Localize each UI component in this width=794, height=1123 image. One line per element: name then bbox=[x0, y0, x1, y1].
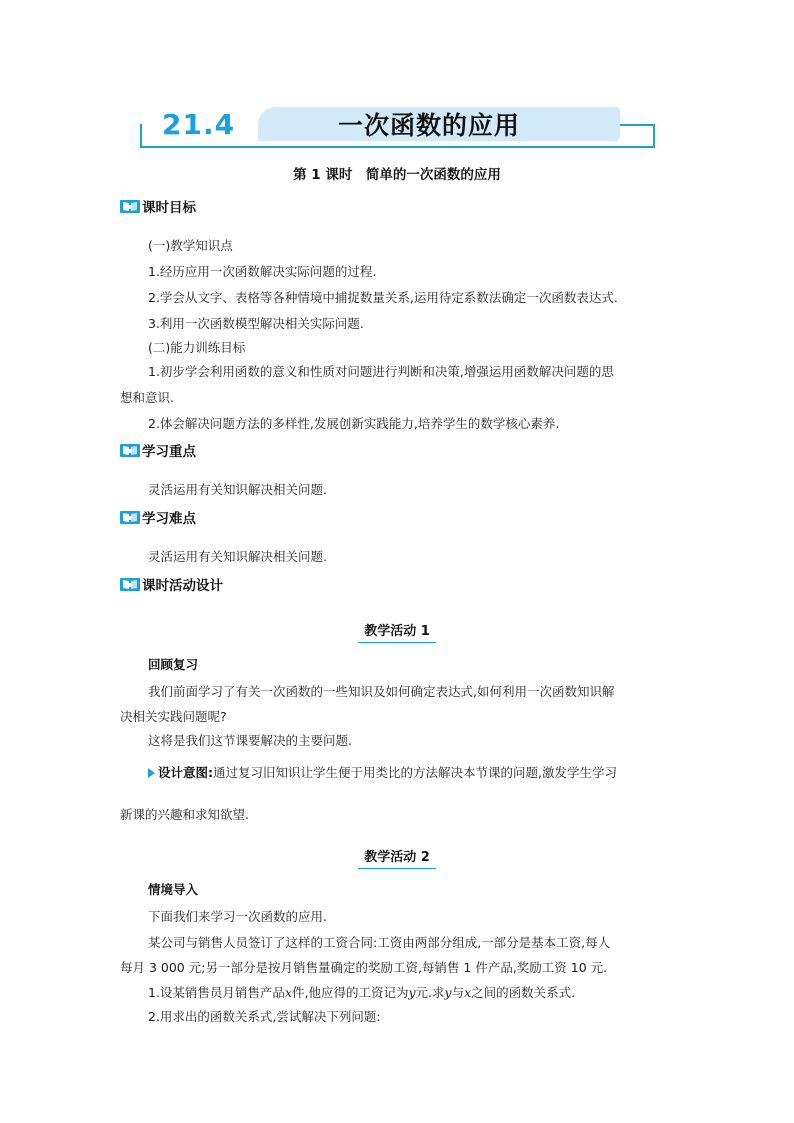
banner-hook-right bbox=[653, 124, 655, 148]
section-keypoints-heading bbox=[120, 441, 196, 459]
activity-2-line-1: 下面我们来学习一次函数的应用. bbox=[148, 909, 327, 924]
q1-part-d: 与 bbox=[451, 985, 465, 1000]
section-keypoints-label: 学习重点 bbox=[142, 444, 196, 460]
book-star-icon bbox=[120, 509, 140, 526]
lesson-title: 第 1 课时 简单的一次函数的应用 bbox=[293, 167, 501, 183]
section-difficulties-heading bbox=[120, 508, 196, 526]
book-star-icon bbox=[120, 576, 140, 593]
activity-1-subheading: 回顾复习 bbox=[148, 657, 199, 672]
banner-hook-top-right bbox=[620, 124, 655, 126]
objectives-line-7: 想和意识. bbox=[120, 390, 174, 405]
objectives-line-5: (二)能力训练目标 bbox=[148, 340, 246, 355]
activity-1-label: 教学活动 1 bbox=[358, 620, 436, 643]
section-objectives-label: 课时目标 bbox=[142, 200, 196, 216]
q1-part-a: 1.设某销售员月销售产品 bbox=[148, 985, 285, 1000]
activity-2-subheading: 情境导入 bbox=[148, 882, 199, 897]
activity-2-question-2: 2.用求出的函数关系式,尝试解决下列问题: bbox=[148, 1009, 381, 1024]
activity-1-line-2: 决相关实践问题呢? bbox=[120, 709, 227, 724]
section-activity-design-label: 课时活动设计 bbox=[142, 578, 223, 594]
book-star-icon bbox=[120, 442, 140, 459]
q1-part-c: 元.求 bbox=[415, 985, 445, 1000]
activity-1-line-3: 这将是我们这节课要解决的主要问题. bbox=[148, 733, 352, 748]
chapter-title: 一次函数的应用 bbox=[338, 111, 521, 140]
q1-var-x: x bbox=[284, 985, 292, 1000]
activity-2-line-2: 某公司与销售人员签订了这样的工资合同:工资由两部分组成,一部分是基本工资,每人 bbox=[148, 935, 611, 950]
design-intent-label: 设计意图: bbox=[158, 765, 213, 780]
objectives-line-8: 2.体会解决问题方法的多样性,发展创新实践能力,培养学生的数学核心素养. bbox=[148, 416, 560, 431]
activity-1-design-line-1 bbox=[148, 763, 617, 781]
objectives-line-1: (一)教学知识点 bbox=[148, 238, 233, 253]
banner-rule bbox=[140, 146, 655, 148]
q1-part-e: 之间的函数关系式. bbox=[471, 985, 576, 1000]
keypoints-text: 灵活运用有关知识解决相关问题. bbox=[148, 482, 327, 497]
q1-part-b: 件,他应得的工资记为 bbox=[292, 985, 409, 1000]
activity-1-header bbox=[0, 620, 794, 643]
section-difficulties-label: 学习难点 bbox=[142, 511, 196, 527]
objectives-line-6: 1.初步学会利用函数的意义和性质对问题进行判断和决策,增强运用函数解决问题的思 bbox=[148, 364, 614, 379]
banner-hook-left bbox=[140, 124, 142, 148]
chapter-banner bbox=[140, 104, 655, 152]
q1-var-y: y bbox=[408, 985, 416, 1000]
objectives-line-3: 2.学会从文字、表格等各种情境中捕捉数量关系,运用待定系数法确定一次函数表达式. bbox=[148, 290, 618, 305]
activity-2-question-1 bbox=[148, 983, 575, 1001]
objectives-line-4: 3.利用一次函数模型解决相关实际问题. bbox=[148, 316, 364, 331]
book-star-icon bbox=[120, 198, 140, 215]
activity-2-label: 教学活动 2 bbox=[358, 846, 436, 869]
difficulties-text: 灵活运用有关知识解决相关问题. bbox=[148, 549, 327, 564]
design-intent-text-1: 通过复习旧知识让学生便于用类比的方法解决本节课的问题,激发学生学习 bbox=[213, 765, 617, 780]
section-activity-design-heading bbox=[120, 575, 223, 593]
section-objectives-heading bbox=[120, 197, 196, 215]
activity-2-header bbox=[0, 846, 794, 869]
triangle-marker-icon bbox=[148, 768, 155, 778]
objectives-line-2: 1.经历应用一次函数解决实际问题的过程. bbox=[148, 264, 377, 279]
q1-var-y2: y bbox=[444, 985, 452, 1000]
activity-1-line-1: 我们前面学习了有关一次函数的一些知识及如何确定表达式,如何利用一次函数知识解 bbox=[148, 684, 615, 699]
activity-1-design-line-2: 新课的兴趣和求知欲望. bbox=[120, 807, 249, 822]
q1-var-x2: x bbox=[464, 985, 472, 1000]
chapter-number: 21.4 bbox=[162, 108, 236, 141]
activity-2-line-3: 每月 3 000 元;另一部分是按月销售量确定的奖励工资,每销售 1 件产品,奖励工资 10 元. bbox=[120, 960, 608, 975]
